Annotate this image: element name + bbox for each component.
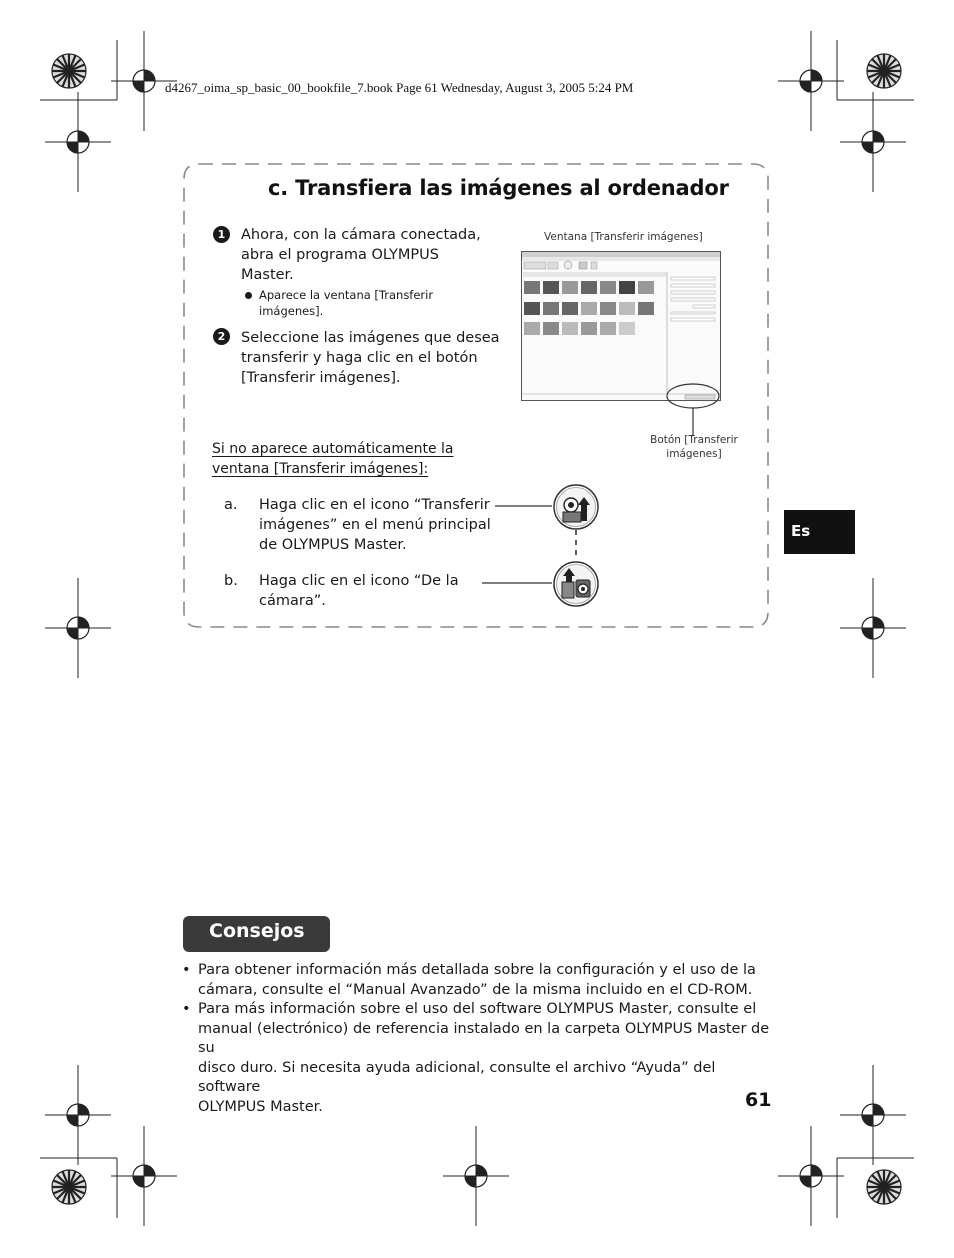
substep-b-letter: b. <box>224 573 238 589</box>
step-1-line: Ahora, con la cámara conectada, <box>241 227 481 243</box>
transfer-window-screenshot <box>521 251 721 401</box>
language-tab: Es <box>784 510 855 554</box>
substep-b-line: cámara”. <box>259 593 326 609</box>
step-1-bullet-text <box>259 287 499 319</box>
note-heading-line: Si no aparece automáticamente la <box>212 441 454 457</box>
substep-b-text <box>259 571 499 611</box>
page-number: 61 <box>745 1089 772 1111</box>
step-1-number: 1 <box>213 226 230 243</box>
step-1-text <box>241 225 501 285</box>
substep-a-line: Haga clic en el icono “Transferir <box>259 497 490 513</box>
button-caption <box>648 433 740 461</box>
step-2-line: transferir y haga clic en el botón <box>241 350 478 366</box>
note-heading <box>212 439 482 479</box>
bullet-line: Aparece la ventana [Transferir <box>259 288 434 302</box>
note-heading-line: ventana [Transferir imágenes]: <box>212 461 429 477</box>
step-1-line: abra el programa OLYMPUS <box>241 247 439 263</box>
section-title: c. Transfiera las imágenes al ordenador <box>268 176 729 200</box>
tip-line: manual (electrónico) de referencia instalado en la carpeta OLYMPUS Master de su <box>198 1020 770 1056</box>
bullet-line: imágenes]. <box>259 304 324 318</box>
caption-line: Botón [Transferir <box>650 434 738 446</box>
button-callout <box>664 380 724 440</box>
tip-line: OLYMPUS Master. <box>198 1098 323 1115</box>
tip-line: disco duro. Si necesita ayuda adicional, consulte el archivo “Ayuda” del software <box>198 1059 716 1095</box>
tips-heading: Consejos <box>183 916 330 952</box>
tip-item <box>182 961 772 1000</box>
tip-bullet: • <box>182 962 191 978</box>
step-1-bullet-dot <box>245 292 252 299</box>
tip-line: Para obtener información más detallada sobre la configuración y el uso de la <box>198 962 756 978</box>
substep-b-line: Haga clic en el icono “De la <box>259 573 459 589</box>
substep-a-text <box>259 495 499 555</box>
print-header: d4267_oima_sp_basic_00_bookfile_7.book Page 61 Wednesday, August 3, 2005 5:24 PM <box>165 80 634 95</box>
tip-line: Para más información sobre el uso del software OLYMPUS Master, consulte el <box>198 1001 757 1017</box>
step-2-number: 2 <box>213 328 230 345</box>
step-2-line: Seleccione las imágenes que desea <box>241 330 500 346</box>
step-2-line: [Transferir imágenes]. <box>241 370 401 386</box>
substep-a-letter: a. <box>224 497 238 513</box>
substep-a-line: de OLYMPUS Master. <box>259 537 407 553</box>
tip-line: cámara, consulte el “Manual Avanzado” de la misma incluido en el CD-ROM. <box>198 981 753 998</box>
tip-item <box>182 1000 772 1117</box>
transfer-images-icon[interactable] <box>552 483 600 531</box>
tips-list <box>182 961 772 1117</box>
step-1-line: Master. <box>241 267 294 283</box>
window-caption: Ventana [Transferir imágenes] <box>544 231 703 243</box>
step-2-text <box>241 328 511 388</box>
from-camera-icon[interactable] <box>552 560 600 608</box>
substep-a-line: imágenes” en el menú principal <box>259 517 491 533</box>
caption-line: imágenes] <box>666 448 722 460</box>
tip-bullet: • <box>182 1001 191 1017</box>
